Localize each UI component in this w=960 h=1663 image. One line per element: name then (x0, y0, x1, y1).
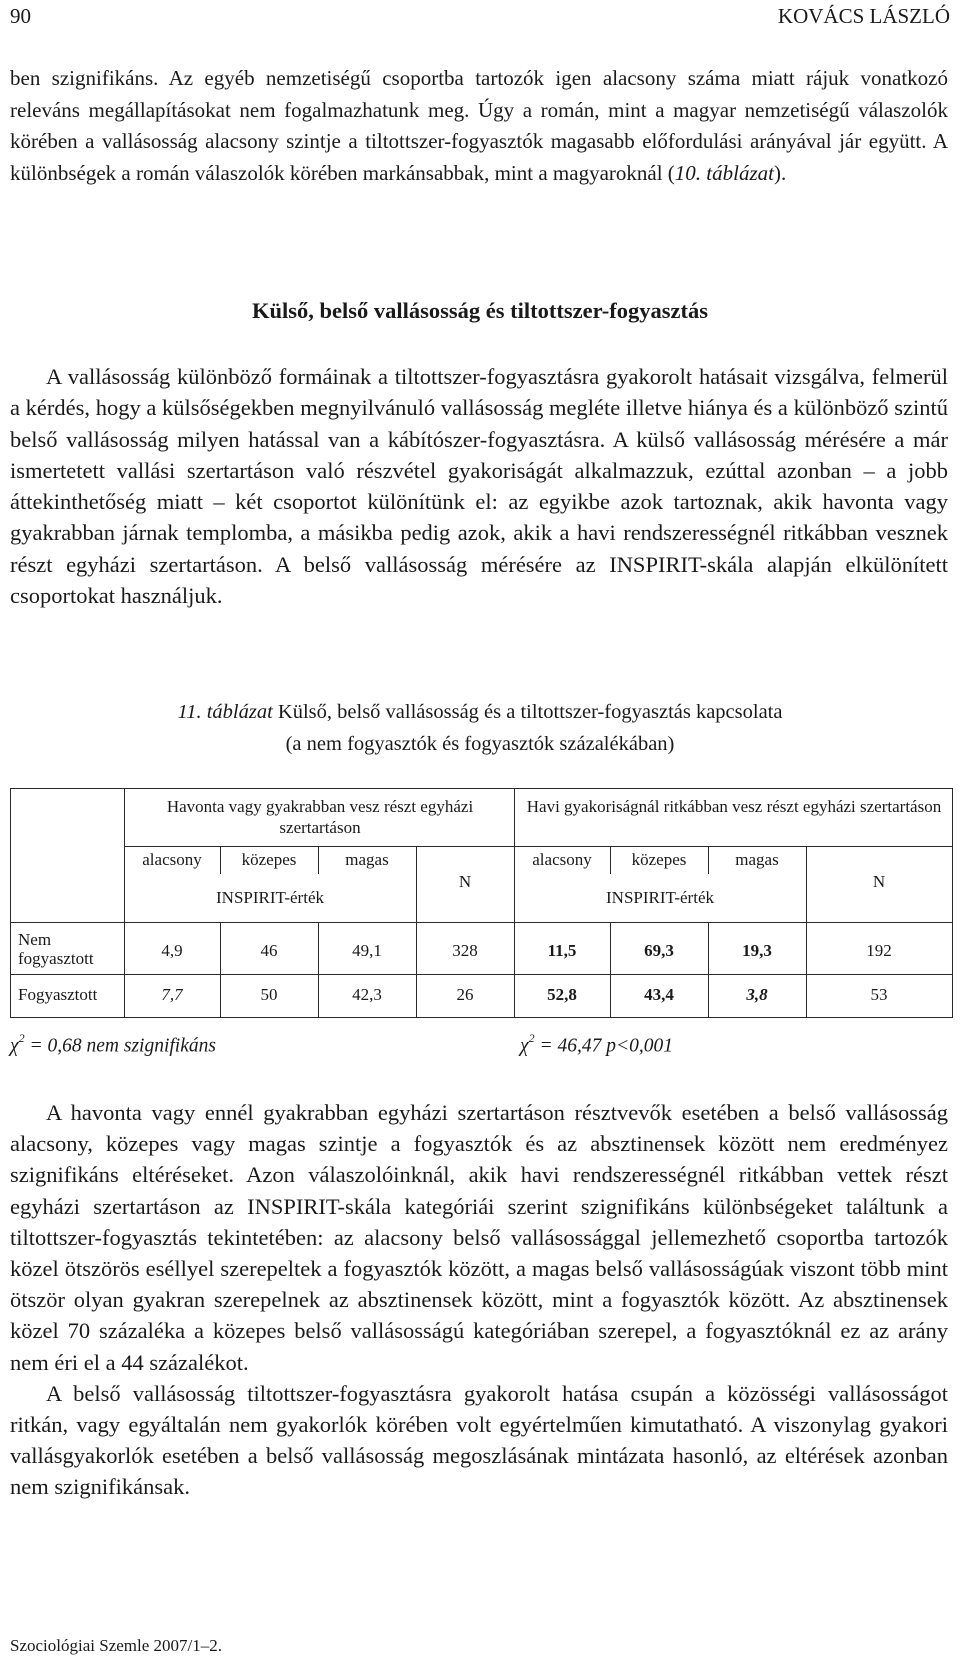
table-cell: 52,8 (547, 985, 577, 1004)
scale-label: INSPIRIT-érték (606, 888, 714, 907)
results-paragraph: A havonta vagy ennél gyakrabban egyházi szertartáson résztvevők esetében a belső vallásosság alacsony, közepes vagy magas szintje a fogyasztók és az absztinensek között nem eredményez szignifikáns eltéréseket. Azon válaszolóinknál, akik havi rendszerességnél ritkábban vettek részt egyházi szertartáson az INSPIRIT-skála kategóriái szerint szignifikáns különbségeket találtunk a tiltottszer-fogyasztás tekintetében: az alacsony belső vallásossággal jellemezhető csoportba tartozók közel ötszörös eséllyel szerepeltek a fogyasztók között, a magas belső vallásosságúak viszont több mint ötször olyan gyakran szerepelnek az absztinensek között, mint a fogyasztók között. Az absztinensek közel 70 százaléka a közepes belső vallásosságú kategóriában szerepel, a fogyasztóknál ez az arány nem éri el a 44 százalékot. (10, 1100, 948, 1375)
table-rule (10, 788, 953, 789)
table-cell: 42,3 (352, 985, 382, 1004)
data-table (10, 788, 953, 1017)
table-cell: 53 (870, 985, 888, 1004)
table-cell: 328 (452, 941, 478, 960)
table-rule (10, 922, 953, 923)
table-number: 11. táblázat (177, 701, 273, 723)
table-subtitle: (a nem fogyasztók és fogyasztók százalékában) (285, 733, 675, 755)
table-cell: 26 (456, 985, 474, 1004)
group-header-frequent: Havonta vagy gyakrabban vesz részt egyházi szertartáson (166, 797, 474, 837)
group-header-infrequent: Havi gyakoriságnál ritkábban vesz részt egyházi szertartáson (526, 797, 942, 816)
table-cell: 192 (866, 941, 892, 960)
results-paragraph: A belső vallásosság tiltottszer-fogyasztásra gyakorolt hatása csupán a közösségi vallásosságot ritkán, vagy egyáltalán nem gyakorlók körében volt egyértelműen kimutatható. A viszonylag gyakori vallásgyakorlók esetében a belső vallásosság megoszlásának mintázata hasonló, az eltérések azonban nem szignifikánsak. (10, 1380, 948, 1500)
table-cell: 11,5 (547, 941, 577, 960)
chi-square-left: $\chi^2 = 0,68$ nem szignifikáns (10, 1031, 216, 1057)
level-header-low: alacsony (142, 850, 202, 869)
table-cell: 49,1 (352, 941, 382, 960)
scale-label: INSPIRIT-érték (216, 888, 324, 907)
n-header: N (872, 872, 886, 891)
journal-footer: Szociológiai Szemle 2007/1–2. (10, 1636, 222, 1655)
page-number: 90 (10, 4, 31, 28)
running-author: KOVÁCS LÁSZLÓ (777, 4, 950, 28)
level-header-medium: közepes (631, 850, 687, 869)
table-reference: 10. táblázat (674, 160, 774, 185)
table-cell: 3,8 (746, 985, 768, 1004)
table-rule (10, 1017, 953, 1018)
level-header-medium: közepes (241, 850, 297, 869)
intro-paragraph: ben szignifikáns. Az egyéb nemzetiségű csoportba tartozók igen alacsony száma miatt rájuk vonatkozó releváns megállapításokat nem fogalmazhatunk meg. Úgy a román, mint a magyar nemzetiségű válaszolók körében a vallásosság alacsony szintje a tiltottszer-fogyasztók magasabb előfordulási arányával jár együtt. A különbségek a román válaszolók körében markánsabbak, mint a magyaroknál (10. táblázat). (10, 66, 948, 185)
table-caption (0, 701, 960, 724)
table-cell: 43,4 (644, 985, 674, 1004)
level-header-high: magas (735, 850, 779, 869)
row-label-nonuser: Nem fogyasztott (18, 930, 94, 968)
chi-square-right: $\chi^2 = 46,47$ p<0,001 (520, 1031, 674, 1057)
table-cell: 7,7 (161, 985, 183, 1004)
table-cell: 69,3 (644, 941, 674, 960)
level-header-low: alacsony (532, 850, 592, 869)
row-label-user: Fogyasztott (18, 985, 98, 1004)
table-cell: 4,9 (161, 941, 183, 960)
table-cell: 19,3 (742, 941, 772, 960)
section-title: Külső, belső vallásosság és tiltottszer-fogyasztás (252, 298, 708, 323)
section-paragraph: A vallásosság különböző formáinak a tiltottszer-fogyasztásra gyakorolt hatásait vizsgálva, felmerül a kérdés, hogy a külsőségekben megnyilvánuló vallásosság megléte illetve hiánya és a különböző szintű belső vallásosság milyen hatással van a kábítószer-fogyasztásra. A külső vallásosság mérésére a már ismertetett vallási szertartáson való részvétel gyakoriságát alkalmazzuk, ezúttal azonban – a jobb áttekinthetőség miatt – két csoportot különítünk el: az egyikbe azok tartoznak, akik havonta vagy gyakrabban járnak templomba, a másikba pedig azok, akik a havi rendszerességnél ritkábban vesznek részt egyházi szertartáson. A belső vallásosság mérésére az INSPIRIT-skála alapján elkülönített csoportokat használjuk. (10, 364, 948, 609)
table-rule (952, 788, 953, 1018)
n-header: N (458, 872, 472, 891)
table-rule (124, 846, 953, 847)
table-rule (10, 974, 953, 975)
table-cell: 50 (260, 985, 278, 1004)
table-title: Külső, belső vallásosság és a tiltottszer-fogyasztás kapcsolata (277, 701, 783, 723)
level-header-high: magas (345, 850, 389, 869)
results-text (10, 1097, 948, 1503)
table-cell: 46 (260, 941, 278, 960)
table-rule (10, 788, 11, 1018)
